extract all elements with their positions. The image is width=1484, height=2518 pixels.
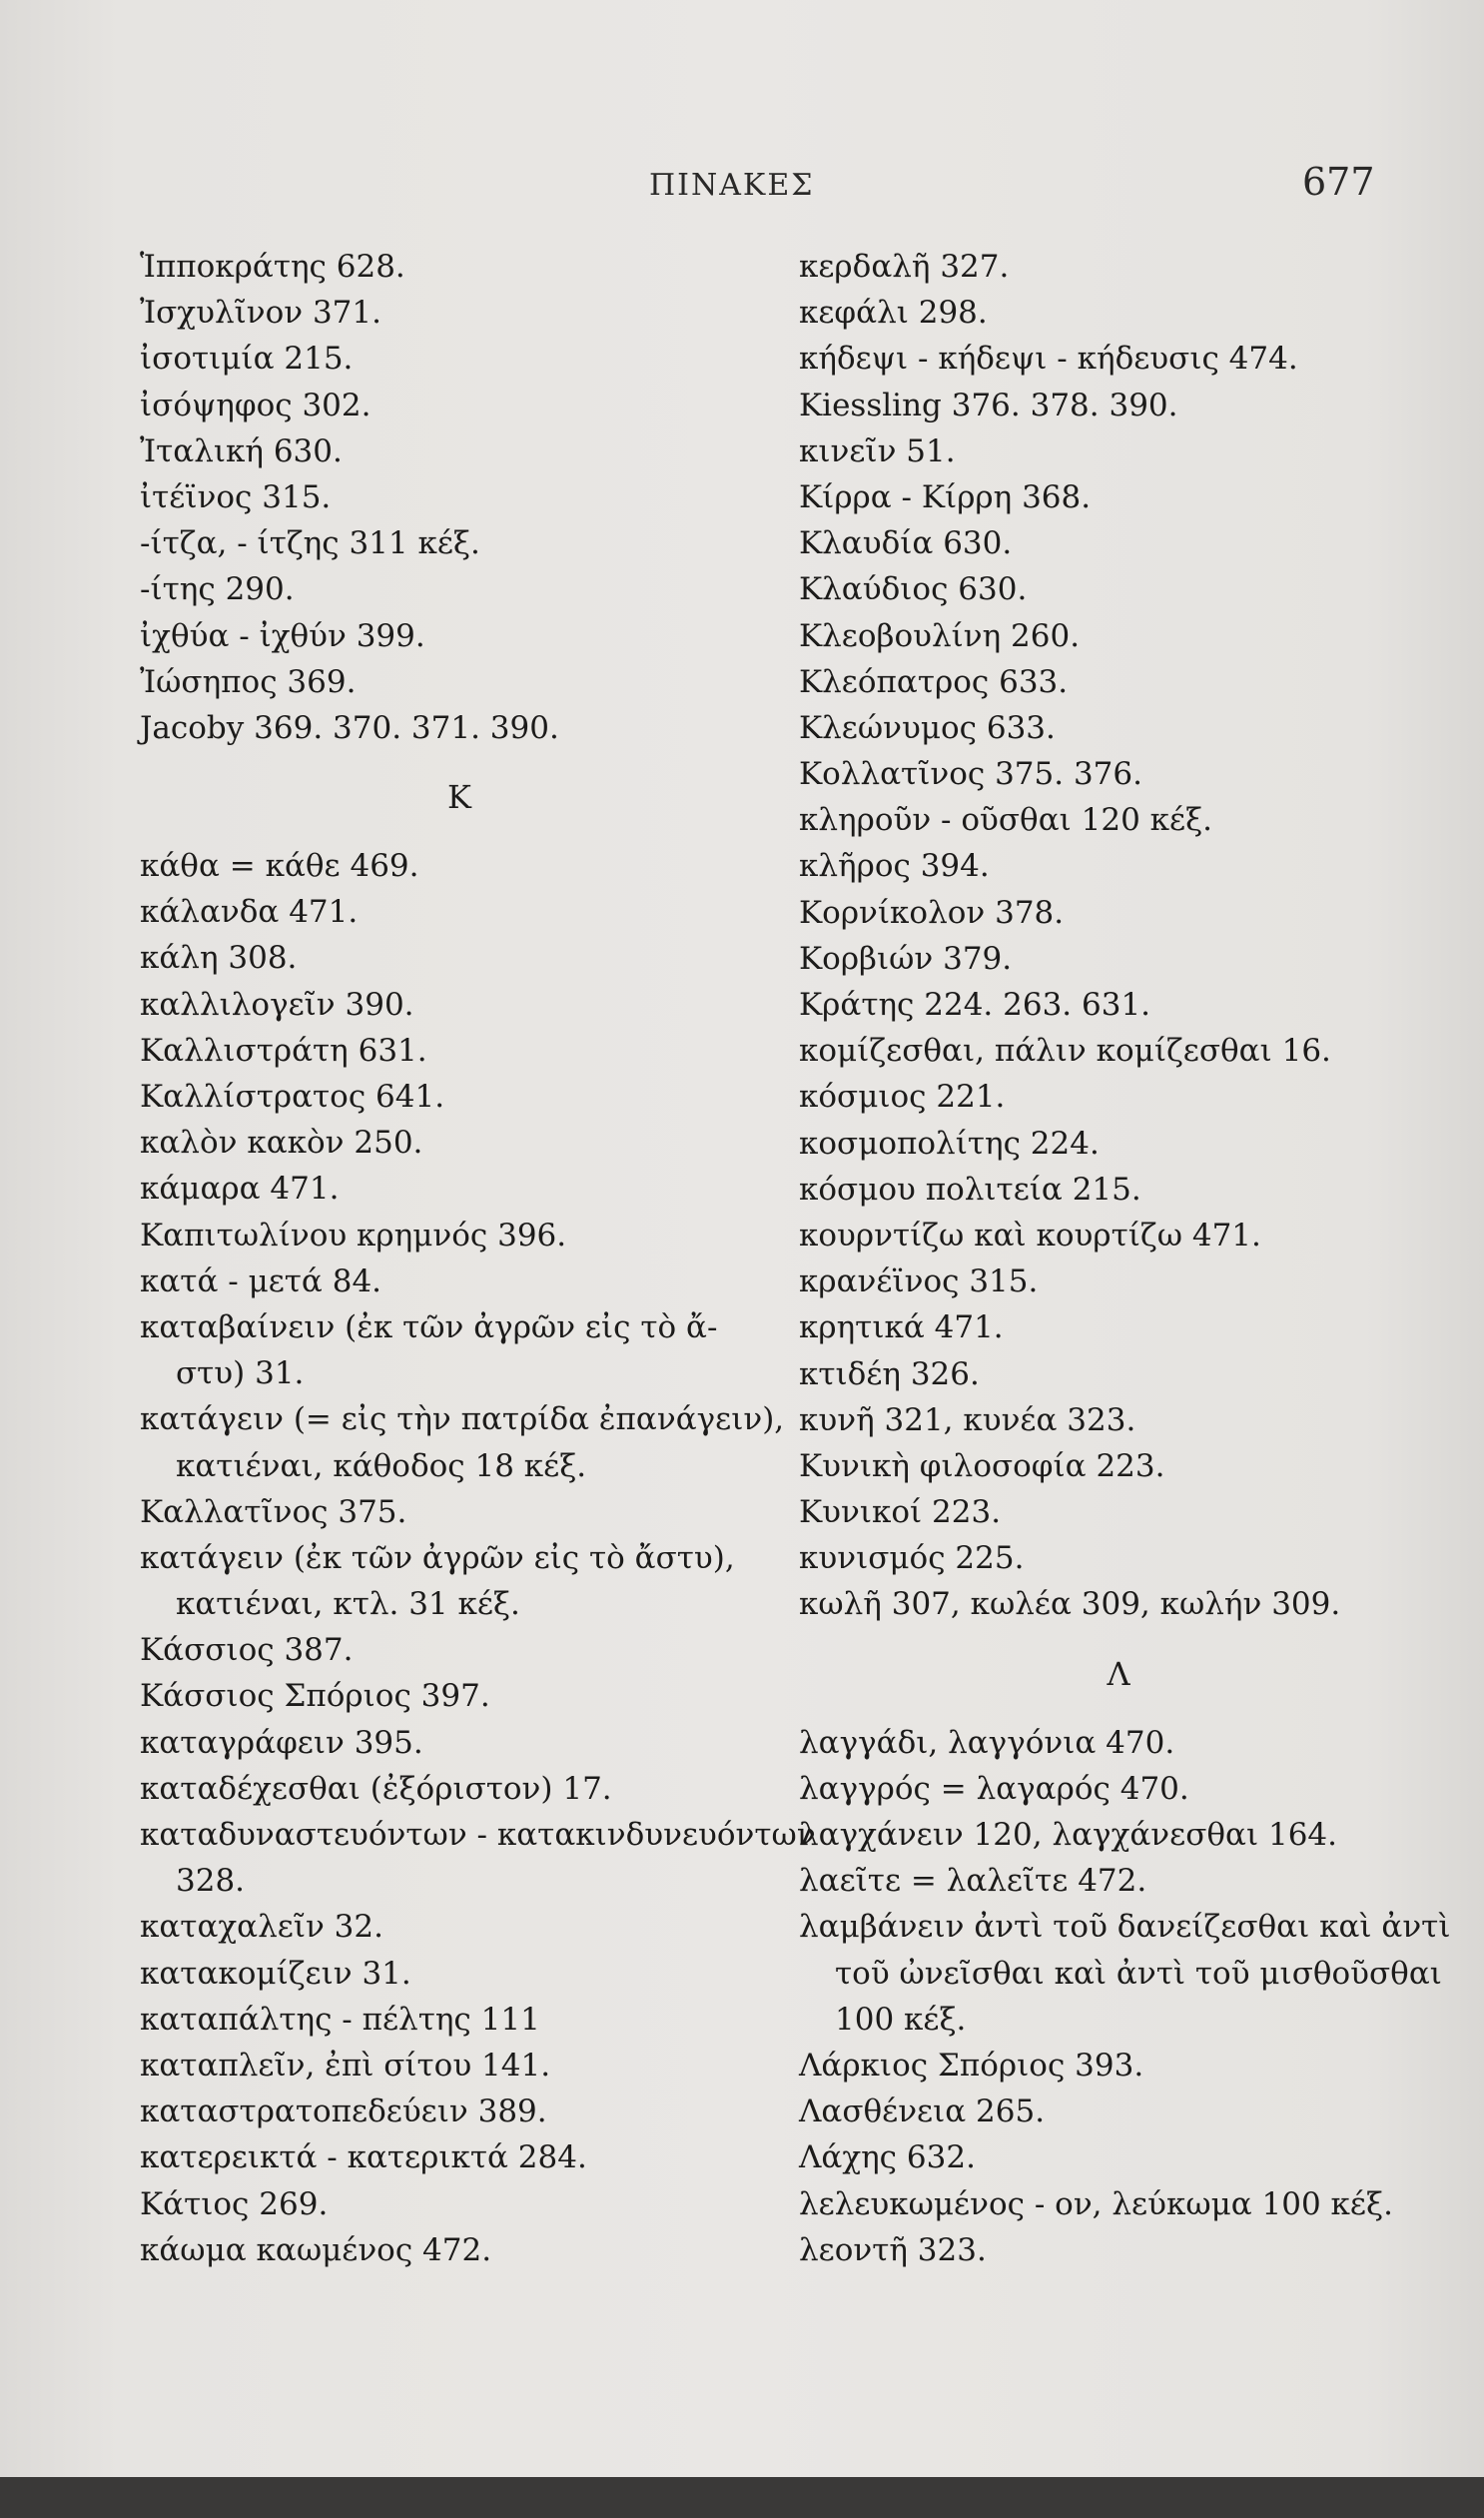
index-entry: καταχαλεῖν 32. <box>140 1909 383 1946</box>
index-entry: λαμβάνειν ἀντὶ τοῦ δανείζεσθαι καὶ ἀντὶ <box>799 1909 1451 1946</box>
index-entry: κάλη 308. <box>140 940 298 977</box>
index-entry: κατάγειν (ἐκ τῶν ἀγρῶν εἰς τὸ ἄστυ), <box>140 1539 735 1576</box>
index-entry-continuation: στυ) 31. <box>176 1355 305 1392</box>
index-entry: ἰχθύα - ἰχθύν 399. <box>140 617 425 654</box>
index-entry: κάθα = κάθε 469. <box>140 848 419 885</box>
index-entry: καταπλεῖν, ἐπὶ σίτου 141. <box>140 2047 551 2084</box>
index-entry: Κίρρα - Κίρρη 368. <box>799 478 1092 515</box>
index-entry: καταστρατοπεδεύειν 389. <box>140 2094 547 2130</box>
index-entry: κωλῆ 307, κωλέα 309, κωλήν 309. <box>799 1586 1341 1623</box>
index-entry: κεφάλι 298. <box>799 295 988 332</box>
index-entry: κόσμου πολιτεία 215. <box>799 1171 1141 1208</box>
index-entry-continuation: τοῦ ὠνεῖσθαι καὶ ἀντὶ τοῦ μισθοῦσθαι <box>835 1955 1442 1992</box>
index-entry: λεοντῆ 323. <box>799 2231 987 2268</box>
index-entry: κυνῆ 321, κυνέα 323. <box>799 1401 1136 1438</box>
index-entry: κλῆρος 394. <box>799 848 990 885</box>
index-entry: -ίτζα, - ίτζης 311 κέξ. <box>140 525 480 562</box>
index-entry-continuation: κατιέναι, κτλ. 31 κέξ. <box>176 1586 520 1623</box>
index-entry-continuation: 100 κέξ. <box>835 2001 967 2038</box>
section-heading: Κ <box>447 778 471 817</box>
index-entry: Καλλατῖνος 375. <box>140 1493 407 1530</box>
index-entry: ἰσοτιμία 215. <box>140 341 354 378</box>
index-entry: κυνισμός 225. <box>799 1540 1025 1577</box>
scan-edge-band <box>0 2477 1484 2518</box>
index-entry: -ίτης 290. <box>140 571 295 608</box>
index-entry: κόσμιος 221. <box>799 1079 1006 1116</box>
index-entry: Κορνίκολον 378. <box>799 894 1065 931</box>
index-entry: ἰτέϊνος 315. <box>140 478 332 515</box>
index-entry: Κολλατῖνος 375. 376. <box>799 756 1142 793</box>
index-entry: Ἱπποκράτης 628. <box>140 249 405 285</box>
index-entry: Λάρκιος Σπόριος 393. <box>799 2047 1144 2084</box>
index-entry: Κυνικοί 223. <box>799 1494 1002 1531</box>
section-heading: Λ <box>1107 1654 1130 1693</box>
index-entry: Καπιτωλίνου κρημνός 396. <box>140 1217 567 1254</box>
index-entry: καταδέχεσθαι (ἐξόριστον) 17. <box>140 1770 612 1807</box>
index-entry: κοσμοπολίτης 224. <box>799 1125 1100 1162</box>
index-entry: κρανέϊνος 315. <box>799 1263 1039 1300</box>
index-entry: καταπάλτης - πέλτης 111 <box>140 2001 540 2038</box>
index-column-right <box>799 244 1451 2273</box>
index-entry: κάμαρα 471. <box>140 1171 340 1208</box>
index-entry: Κλεοβουλίνη 260. <box>799 617 1081 654</box>
index-entry: κατερεικτά - κατερικτά 284. <box>140 2139 587 2176</box>
index-entry: Κλεόπατρος 633. <box>799 663 1069 700</box>
index-entry: Κάσσιος Σπόριος 397. <box>140 1678 490 1715</box>
index-entry: κατακομίζειν 31. <box>140 1955 411 1992</box>
running-header: ΠΙΝΑΚΕΣ <box>649 168 815 203</box>
index-entry: λαγγρός = λαγαρός 470. <box>799 1770 1189 1807</box>
index-entry: Ἰσχυλῖνον 371. <box>140 295 381 332</box>
index-entry: Κλαύδιος 630. <box>799 571 1028 608</box>
index-entry: κερδαλῆ 327. <box>799 249 1010 285</box>
index-entry: Κλεώνυμος 633. <box>799 709 1056 746</box>
index-entry: κάωμα καωμένος 472. <box>140 2231 492 2268</box>
index-entry-continuation: κατιέναι, κάθοδος 18 κέξ. <box>176 1447 587 1484</box>
index-entry: καλὸν κακὸν 250. <box>140 1125 423 1162</box>
index-entry: καταδυναστευόντων - κατακινδυνευόντων <box>140 1817 816 1853</box>
index-entry: Ἰώσηπος 369. <box>140 663 357 700</box>
index-entry: Κάσσιος 387. <box>140 1632 354 1669</box>
index-entry: Kiessling 376. 378. 390. <box>799 387 1178 423</box>
index-entry: Jacoby 369. 370. 371. 390. <box>140 709 559 746</box>
index-entry: κάλανδα 471. <box>140 894 359 931</box>
index-entry: Κάτιος 269. <box>140 2185 329 2222</box>
index-entry: κινεῖν 51. <box>799 432 956 469</box>
index-entry: καταβαίνειν (ἐκ τῶν ἀγρῶν εἰς τὸ ἄ- <box>140 1308 718 1345</box>
index-entry: λελευκωμένος - ον, λεύκωμα 100 κέξ. <box>799 2185 1393 2222</box>
index-entry: λαεῖτε = λαλεῖτε 472. <box>799 1863 1147 1900</box>
index-entry: Ἰταλική 630. <box>140 432 343 469</box>
index-entry: Κράτης 224. 263. 631. <box>799 987 1151 1023</box>
index-entry: κομίζεσθαι, πάλιν κομίζεσθαι 16. <box>799 1033 1331 1070</box>
index-entry: κτιδέη 326. <box>799 1355 980 1392</box>
index-entry: Καλλίστρατος 641. <box>140 1079 445 1115</box>
index-column-left <box>140 244 816 2273</box>
index-entry: Λάχης 632. <box>799 2139 976 2176</box>
index-entry: κήδεψι - κήδεψι - κήδευσις 474. <box>799 341 1298 378</box>
index-entry: καταγράφειν 395. <box>140 1724 423 1761</box>
index-entry: λαγγάδι, λαγγόνια 470. <box>799 1724 1175 1761</box>
index-entry: κρητικά 471. <box>799 1309 1004 1346</box>
index-entry: Κορβιών 379. <box>799 940 1013 977</box>
index-entry: κατάγειν (= εἰς τὴν πατρίδα ἐπανάγειν), <box>140 1401 785 1438</box>
index-entry: Κυνικὴ φιλοσοφία 223. <box>799 1447 1165 1484</box>
index-entry: Κλαυδία 630. <box>799 525 1013 562</box>
index-entry: καλλιλογεῖν 390. <box>140 986 414 1023</box>
index-entry: ἰσόψηφος 302. <box>140 387 371 423</box>
index-entry: λαγχάνειν 120, λαγχάνεσθαι 164. <box>799 1817 1337 1853</box>
index-entry: κληροῦν - οῦσθαι 120 κέξ. <box>799 802 1213 839</box>
index-entry: Λασθένεια 265. <box>799 2094 1046 2130</box>
index-entry: κατά - μετά 84. <box>140 1262 382 1299</box>
page-number: 677 <box>1302 160 1375 204</box>
index-entry: κουρντίζω καὶ κουρτίζω 471. <box>799 1217 1261 1254</box>
index-entry: Καλλιστράτη 631. <box>140 1032 427 1069</box>
index-entry-continuation: 328. <box>176 1863 246 1900</box>
